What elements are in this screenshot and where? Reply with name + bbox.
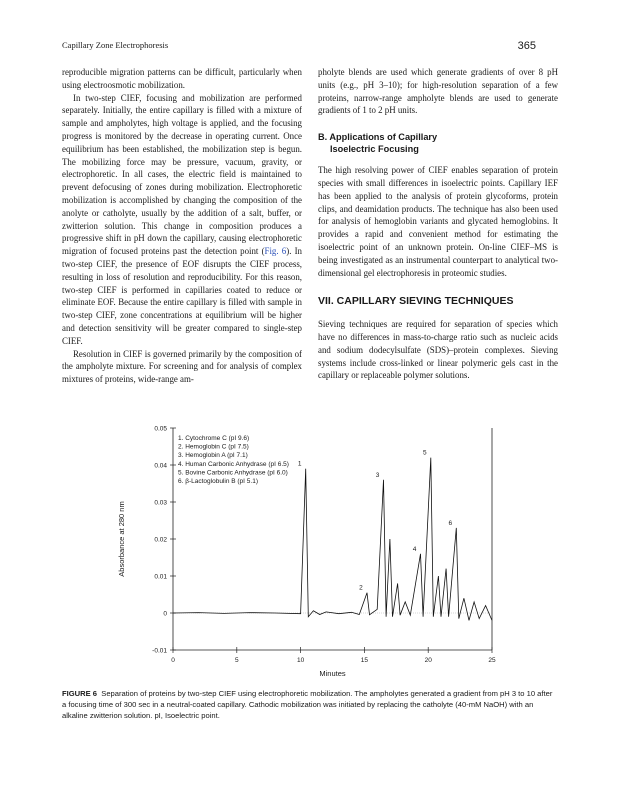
x-tick-label: 10 [296,657,305,664]
y-tick-label: -0.01 [152,647,167,655]
y-tick-label: 0.02 [154,536,167,544]
paragraph: Resolution in CIEF is governed primarily by the composition of the ampholyte mixture. For screening and for analysis of complex mixtures of proteins, wide-range am- [62,348,302,385]
figure-link[interactable]: Fig. 6 [264,246,287,257]
section-heading-vii: VII. CAPILLARY SIEVING TECHNIQUES [318,295,514,308]
peak-label: 6 [448,519,453,527]
running-head: Capillary Zone Electrophoresis [62,40,169,50]
section-heading-line: B. Applications of Capillary [318,132,438,143]
y-axis-title: Absorbance at 280 nm [117,501,126,577]
paragraph: The high resolving power of CIEF enables separation of protein species with small differences in isoelectric points. Capillary IEF has been applied to the analysis of protein glycoforms, protein clips, and deamidation products. The technique has also been used for analysis of hemoglobin variants and glycated hemoglobins. It provides a rapid and convenient method for estimating the isoelectric point of an unknown protein. On-line CIEF–MS is being investigated as an instrumental counterpart to analytical two-dimensional gel electrophoresis in proteomic studies. [318,165,558,278]
figure-6-chart [110,420,500,680]
paragraph-text: In two-step CIEF, focusing and mobilization are performed separately. Initially, the entire capillary is filled with a mixture of sample and ampholytes, high voltage is applied, and the focusing progress is monitored by the decrease in operating current. Once equilibrium has been established, the mobilization step is begun. The mobilizing force may be pressure, vacuum, gravity, or electrophoretic. In all cases, the electric field is maintained to prevent defocusing of zones during mobilization. Electrophoretic mobilization is accomplished by changing the composition of the anolyte or catholyte, usually by the addition of a salt, buffer, or zwitterion solution. This change in composition produces a progressive shift in pH down the capillary, causing electrophoretic migration of focused proteins past the detection point ( [62,92,302,257]
paragraph-text: ). In two-step CIEF, the presence of EOF disrupts the CIEF process, resulting in loss of resolution and reproducibility. For this reason, two-step CIEF is performed in capillaries coated to reduce or eliminate EOF. Because the entire capillary is filled with sample in two-step CIEF, zone concentrations at equilibrium will be higher and detection sensitivity will be greater compared to single-step CIEF. [62,246,302,346]
legend-entry: 1. Cytochrome C (pI 9.6) [178,435,250,442]
x-tick-label: 15 [360,657,369,664]
right-column [318,66,558,382]
figure-caption [62,688,554,721]
electropherogram-svg [110,420,500,680]
peak-label: 4 [412,545,417,553]
caption-label: FIGURE 6 [62,689,98,698]
y-tick-label: 0.05 [154,425,167,433]
legend-entry: 2. Hemoglobin C (pI 7.5) [178,443,249,451]
legend-entry: 3. Hemoglobin A (pI 7.1) [178,452,248,460]
legend-entry: 6. β-Lactoglobulin B (pI 5.1) [178,478,258,485]
x-tick-label: 25 [488,657,496,664]
y-tick-label: 0.01 [154,573,167,581]
y-tick-label: 0 [163,610,167,618]
caption-text: Separation of proteins by two-step CIEF using electrophoretic mobilization. The ampholytes generated a gradient from pH 3 to 10 after a focusing time of 300 sec in a neutral-coated capillary. Cathodic mobilization was initiated by replacing the catholyte (40-mM NaOH) with an alkaline zwitterion solution. pI, Isoelectric point. [62,689,553,720]
peak-label: 2 [359,584,363,592]
x-axis-title: Minutes [319,669,346,678]
page-number: 365 [517,40,536,52]
left-column [62,66,302,386]
peak-label: 5 [422,449,427,457]
chart-axes [117,426,496,679]
y-tick-label: 0.03 [154,499,167,507]
chart-legend [178,435,289,485]
x-tick-label: 20 [424,657,432,664]
paragraph: Sieving techniques are required for separation of species which have no differences in mass-to-charge ratio such as nucleic acids and sodium dodecylsulfate (SDS)–protein complexes. Sieving systems include cross-linked or linear polymeric gels cast in the capillary or replaceable polymer solutions. [318,319,558,381]
section-heading-line: Isoelectric Focusing [330,144,419,155]
section-heading-b [318,131,558,155]
y-tick-label: 0.04 [154,462,167,470]
chart-labels [298,450,453,592]
paragraph: pholyte blends are used which generate gradients of over 8 pH units (e.g., pH 3–10); for high-resolution separation of a few proteins, narrow-range ampholyte blends are used to generate gradients of 1 to 2 pH units. [318,67,558,116]
legend-entry: 4. Human Carbonic Anhydrase (pI 6.5) [178,460,289,468]
legend-entry: 5. Bovine Carbonic Anhydrase (pI 6.0) [178,469,288,477]
x-tick-label: 0 [171,657,175,664]
paragraph [62,92,302,348]
peak-label: 3 [375,471,380,479]
peak-label: 1 [297,460,302,468]
x-tick-label: 5 [234,657,239,664]
paragraph: reproducible migration patterns can be difficult, particularly when using electroosmotic mobilization. [62,67,302,90]
